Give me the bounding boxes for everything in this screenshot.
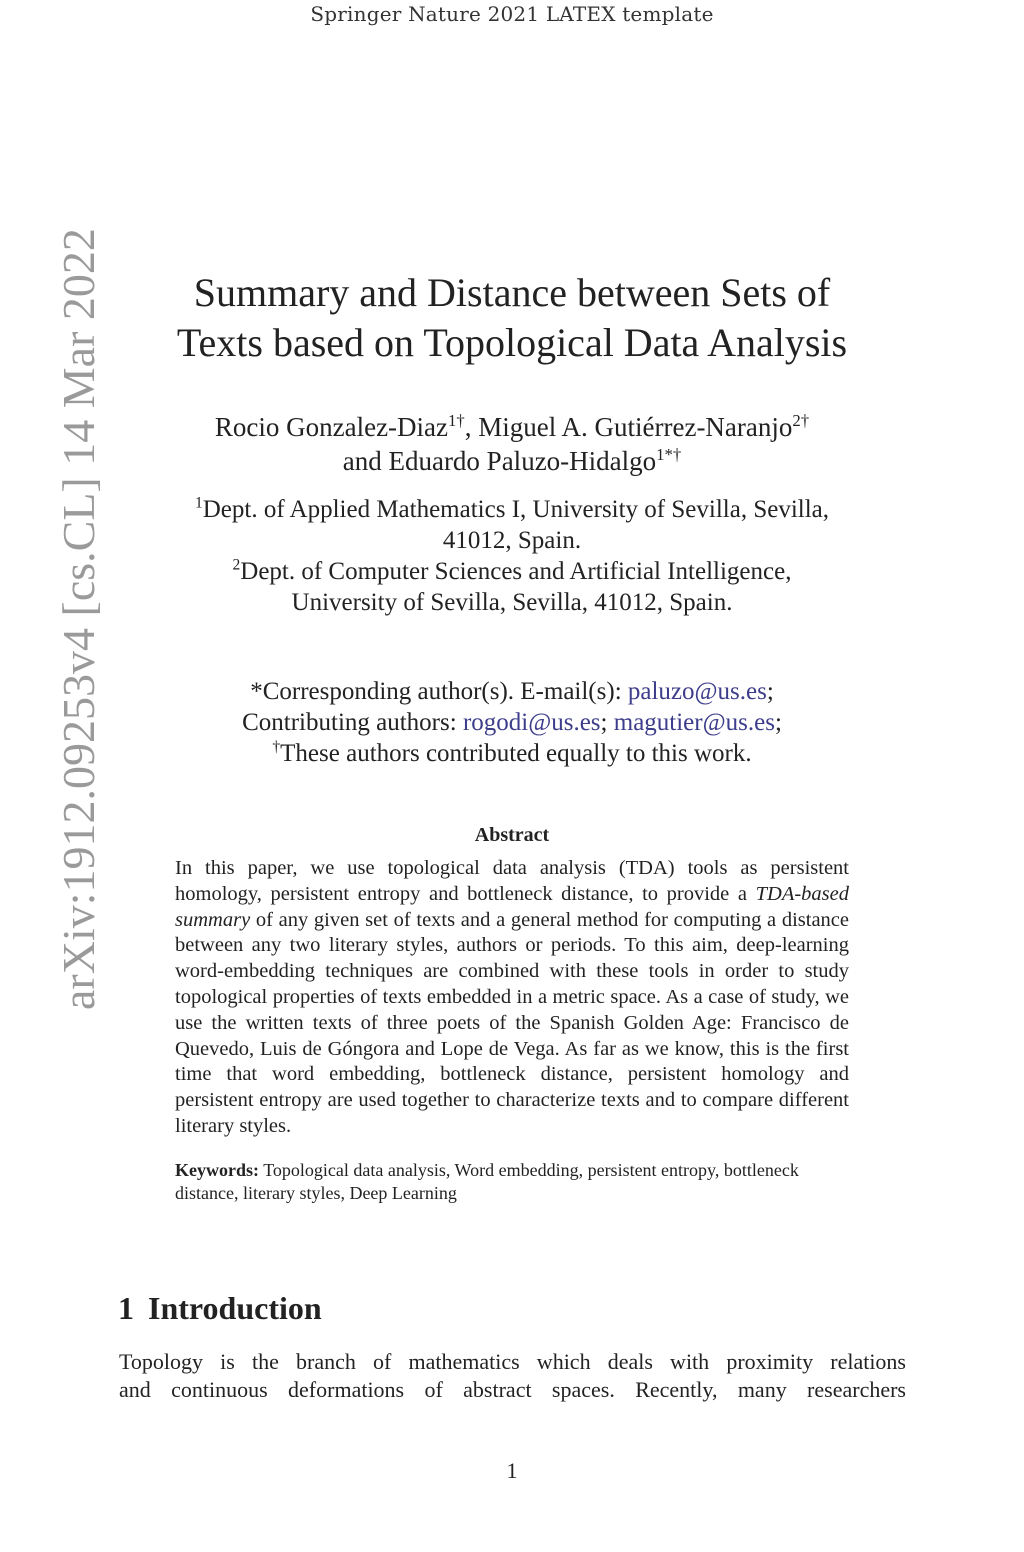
abstract-heading: Abstract <box>474 824 550 846</box>
email-link[interactable]: rogodi@us.es <box>462 709 601 736</box>
contributors-label: Contributing authors: <box>242 709 457 736</box>
keywords-label: Keywords: <box>175 1160 259 1180</box>
keywords-text: Topological data analysis, Word embedding, persistent entropy, bottleneck distance, literary styles, Deep Learning <box>175 1160 799 1203</box>
affiliation-text: Dept. of Applied Mathematics I, University of Sevilla, Sevilla, <box>202 496 830 523</box>
abstract-text: In this paper, we use topological data analysis (TDA) tools as persistent homology, persistent entropy and bottleneck distance, to provide a TDA-based summary of any given set of texts and a general method for computing a distance between any two literary styles, authors or periods. To this aim, deep-learning word-embedding techniques are combined with these tools in order to study topological properties of texts embedded in a metric space. As a case of study, we use the written texts of three poets of the Spanish Golden Age: Francisco de Quevedo, Luis de Góngora and Lope de Vega. As far as we know, this is the first time that word embedding, bottleneck distance, persistent homology and persistent entropy are used together to characterize texts and to compare different literary styles. <box>175 857 849 1137</box>
title-line-1: Summary and Distance between Sets of <box>193 270 831 315</box>
affiliations <box>100 494 924 618</box>
correspondence-label: *Corresponding author(s). E-mail(s): <box>250 678 622 705</box>
author-conjunction: and <box>342 446 382 476</box>
section-title: Introduction <box>148 1290 322 1326</box>
abstract-emphasis: TDA-based summary <box>175 882 849 931</box>
affiliation-text: 41012, Spain. <box>442 527 582 554</box>
author-mark: 1*† <box>656 445 682 464</box>
page-number: 1 <box>506 1458 518 1483</box>
email-link[interactable]: magutier@us.es <box>613 709 775 736</box>
equal-contribution-note: These authors contributed equally to this work. <box>280 740 752 767</box>
affiliation-mark: 1 <box>194 494 203 512</box>
author-list: Rocio Gonzalez-Diaz$^{1\dagger}$, Miguel A. Gutiérrez-Naranjo$^{2\dagger}$ and Eduardo Paluzo-Hidalgo$^{1*\dagger}$ <box>214 411 810 476</box>
author-mark: 2† <box>792 411 810 430</box>
section-number: 1 <box>118 1290 134 1326</box>
intro-line: Topology is the branch of mathematics which deals with proximity relations <box>119 1349 906 1374</box>
intro-line: and continuous deformations of abstract spaces. Recently, many researchers <box>119 1377 906 1402</box>
email-link[interactable]: paluzo@us.es <box>627 678 767 705</box>
affiliation-mark: 2 <box>232 556 241 574</box>
correspondence-block: *Corresponding author(s). E-mail(s): paluzo@us.es; Contributing authors: rogodi@us.es; magutier@us.es; †These authors contributed equally to this work. <box>242 678 782 767</box>
paper-title <box>100 268 924 368</box>
keywords <box>175 1159 849 1205</box>
author-name: Eduardo Paluzo-Hidalgo <box>388 446 657 476</box>
author-name: Rocio Gonzalez-Diaz <box>214 412 449 442</box>
affiliation-text: University of Sevilla, Sevilla, 41012, Spain. <box>291 589 733 616</box>
title-line-2: Texts based on Topological Data Analysis <box>176 320 848 365</box>
intro-paragraph <box>119 1348 906 1404</box>
affiliation-text: Dept. of Computer Sciences and Artificial Intelligence, <box>240 558 792 585</box>
arxiv-stamp[interactable]: arXiv:1912.09253v4 [cs.CL] 14 Mar 2022 <box>53 228 104 1010</box>
author-mark: 1† <box>448 411 465 430</box>
author-name: Miguel A. Gutiérrez-Naranjo <box>478 412 793 442</box>
dagger-mark: † <box>272 738 281 756</box>
section-heading <box>118 1290 322 1327</box>
running-head: Springer Nature 2021 LATEX template <box>310 2 714 26</box>
